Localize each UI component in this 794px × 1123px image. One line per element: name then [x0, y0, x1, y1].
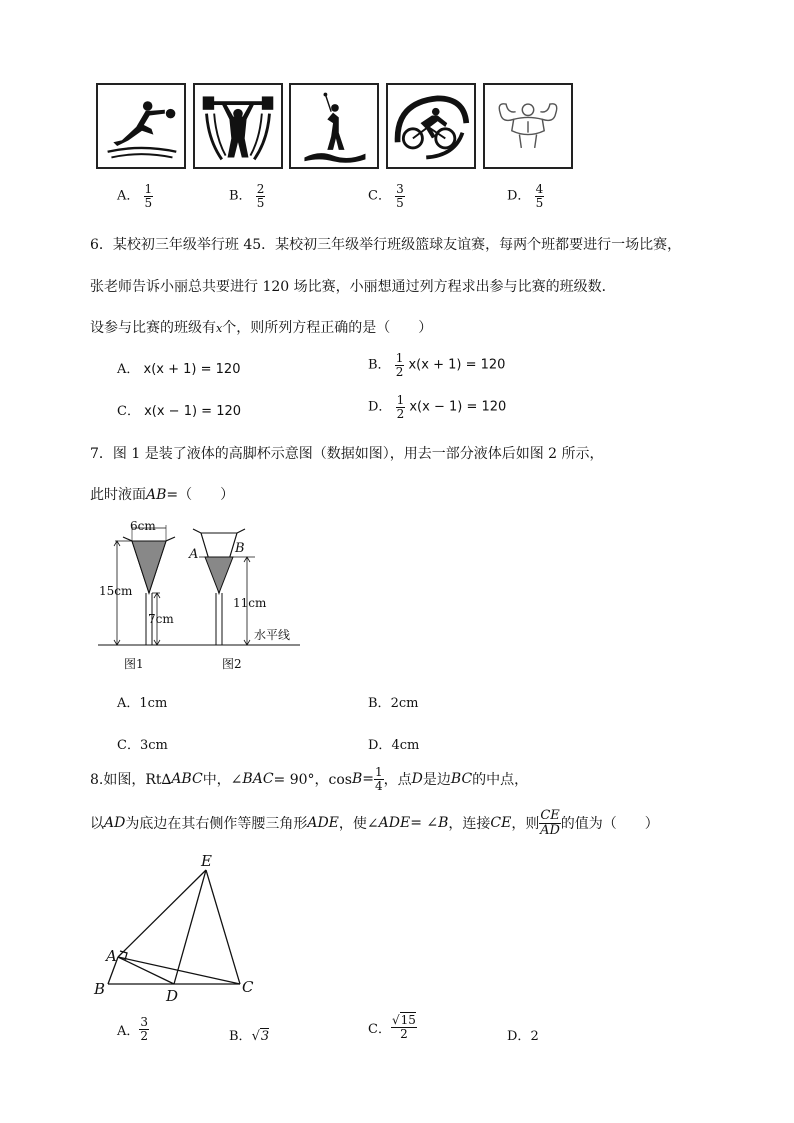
fraction: $\frac{1}{5}$ [144, 182, 153, 210]
q8-option-b[interactable]: B．√3 [229, 1029, 270, 1044]
q5-option-b[interactable]: B． $\frac{2}{5}$ [229, 182, 265, 210]
q7-option-b[interactable]: B．2cm [368, 696, 419, 711]
q5-option-c[interactable]: C． $\frac{3}{5}$ [368, 182, 404, 210]
q6-option-a[interactable]: A． x(x + 1) = 120 [117, 362, 241, 377]
q7-option-a[interactable]: A．1cm [117, 696, 168, 711]
q7-stem-line2: 此时液面AB=（ ） [90, 487, 235, 503]
q8-stem-line2: 以 AD 为底边在其右侧作等腰三角形 ADE ，使∠ ADE = ∠ B ，连接 CE ，则 $\frac{CE}{AD}$ 的值为（ ） [90, 808, 659, 838]
fraction: $\frac{1}{2}$ [395, 351, 404, 379]
q8-option-d[interactable]: D．2 [507, 1029, 539, 1044]
q8-stem-line1: 8.如图，Rt∆ ABC 中，∠ BAC = 90°，cos B = $\frac{1}{4}$ ，点 D 是边 BC 的中点， [90, 765, 529, 793]
horizon-label: 水平线 [254, 628, 291, 642]
fraction: $\frac{√15}{2}$ [391, 1013, 416, 1041]
q7-option-c[interactable]: C．3cm [117, 738, 168, 753]
q6-option-d[interactable]: D． $\frac{1}{2}$ x(x − 1) = 120 [368, 393, 507, 421]
q6-stem-line2: 张老师告诉小丽总共要进行 120 场比赛，小丽想通过列方程求出参与比赛的班级数． [90, 279, 616, 295]
q5-option-a[interactable]: A． $\frac{1}{5}$ [117, 182, 153, 210]
point-a-label: A [106, 947, 117, 965]
label-15cm: 15cm [99, 584, 133, 598]
point-b-label: B [94, 980, 106, 998]
golf-icon [289, 83, 379, 169]
q8-option-a[interactable]: A． $\frac{3}{2}$ [117, 1015, 149, 1043]
fraction: $\frac{4}{5}$ [535, 182, 544, 210]
cycling-icon [386, 83, 476, 169]
point-b-label: B [235, 541, 245, 556]
q5-option-d[interactable]: D． $\frac{4}{5}$ [507, 182, 544, 210]
fraction: $\frac{3}{2}$ [140, 1015, 149, 1043]
point-c-label: C [242, 978, 254, 996]
q6-stem-line3: 设参与比赛的班级有x个，则所列方程正确的是（ ） [90, 320, 433, 336]
q7-stem-line1: 7．图 1 是装了液体的高脚杯示意图（数据如图），用去一部分液体后如图 2 所示， [90, 446, 604, 462]
q8-option-c[interactable]: C． $\frac{√15}{2}$ [368, 1013, 416, 1041]
q7-option-d[interactable]: D．4cm [368, 738, 420, 753]
label-11cm: 11cm [233, 596, 267, 610]
label-7cm: 7cm [148, 612, 174, 626]
q6-stem-line1: 6．某校初三年级举行班 45．某校初三年级举行班级篮球友谊赛，每两个班都要进行一场比赛， [90, 237, 682, 253]
weightlifting-icon [193, 83, 283, 169]
label-6cm: 6cm [130, 519, 156, 533]
q6-option-b[interactable]: B． $\frac{1}{2}$ x(x + 1) = 120 [368, 351, 506, 379]
fraction: $\frac{3}{5}$ [396, 182, 404, 210]
figure1-caption: 图1 [124, 657, 144, 671]
point-a-label: A [189, 547, 199, 562]
point-e-label: E [201, 852, 212, 870]
bodybuilding-icon [483, 83, 573, 169]
fraction: $\frac{1}{2}$ [396, 393, 405, 421]
fraction: $\frac{2}{5}$ [256, 182, 265, 210]
q6-option-c[interactable]: C． x(x − 1) = 120 [117, 404, 242, 419]
volleyball-icon [96, 83, 186, 169]
figure2-caption: 图2 [222, 657, 242, 671]
point-d-label: D [166, 987, 179, 1005]
